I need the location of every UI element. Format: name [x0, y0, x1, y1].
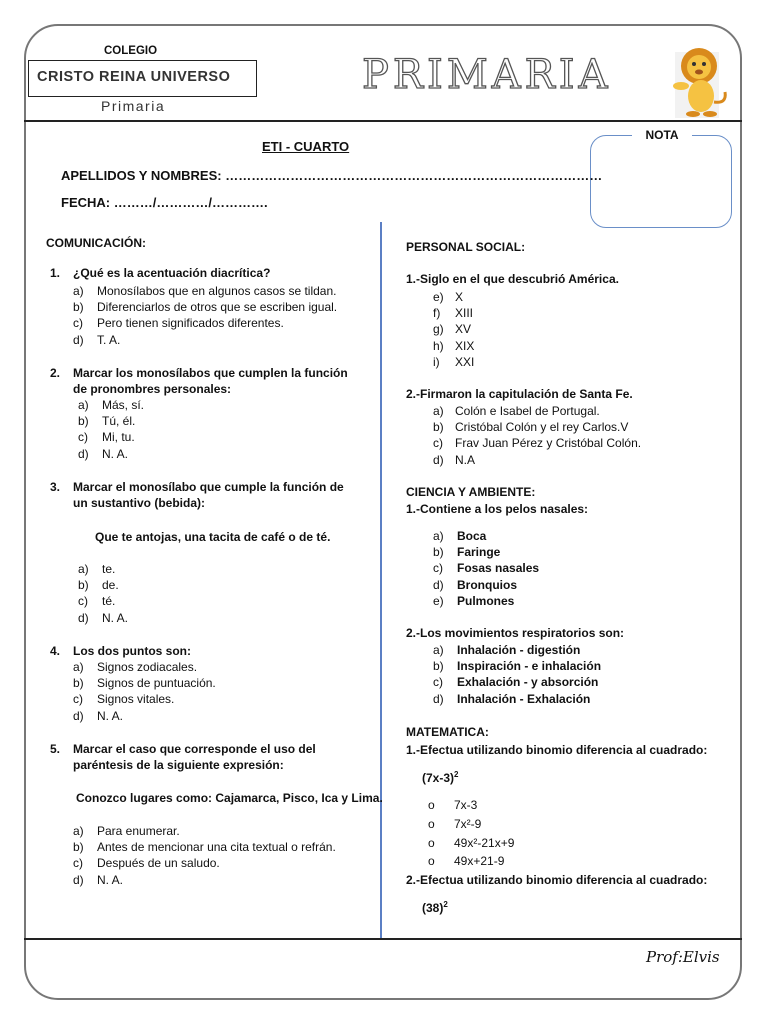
answer-option[interactable]	[433, 578, 517, 592]
option-text: N. A.	[102, 610, 129, 625]
section-personal-social: PERSONAL SOCIAL:	[406, 240, 526, 254]
option-text: Exhalación - y absorción	[457, 675, 599, 690]
answer-option[interactable]	[73, 709, 123, 723]
question-number: 1.	[50, 266, 61, 280]
school-name: CRISTO REINA UNIVERSO	[37, 69, 231, 85]
level-label: Primaria	[101, 98, 166, 114]
option-marker: a)	[78, 398, 89, 412]
answer-option[interactable]	[433, 404, 600, 418]
question-text: de pronombres personales:	[73, 382, 232, 396]
example-sentence: Que te antojas, una tacita de café o de té.	[95, 530, 331, 544]
option-marker: c)	[78, 430, 88, 445]
answer-option[interactable]	[433, 561, 539, 575]
answer-option[interactable]	[73, 824, 180, 838]
option-text: Más, sí.	[102, 398, 145, 412]
question-text: 1.-Siglo en el que descubrió América.	[406, 272, 619, 286]
option-marker: c)	[78, 594, 88, 609]
option-marker: c)	[73, 316, 83, 331]
section-ciencia-ambiente: CIENCIA Y AMBIENTE:	[406, 485, 536, 499]
answer-option[interactable]	[433, 659, 601, 673]
option-text: de.	[102, 578, 119, 593]
question-text: 2.-Efectua utilizando binomio diferencia al cuadrado:	[406, 873, 708, 887]
option-marker: a)	[78, 562, 89, 576]
page-title: PRIMARIA	[362, 52, 612, 98]
option-marker: a)	[433, 643, 444, 657]
option-marker: o	[428, 798, 435, 812]
teacher-signature: Prof:Elvis	[646, 948, 720, 966]
option-marker: d)	[73, 332, 84, 347]
question-text: Los dos puntos son:	[73, 644, 191, 658]
option-text: XIX	[455, 338, 475, 353]
expression-exponent: 2	[443, 900, 448, 909]
option-text: Mi, tu.	[102, 430, 135, 445]
option-text: N. A.	[102, 446, 129, 461]
option-text: Antes de mencionar una cita textual o refrán.	[97, 840, 336, 855]
answer-option[interactable]	[433, 453, 475, 467]
answer-option[interactable]	[73, 284, 337, 298]
option-text: XXI	[455, 354, 475, 369]
option-text: 7x-3	[454, 798, 478, 812]
expression-exponent: 2	[454, 770, 459, 779]
option-marker: a)	[73, 284, 84, 298]
question-text: Marcar el monosílabo que cumple la función de	[73, 480, 344, 494]
question-number: 4.	[50, 644, 61, 658]
option-marker: b)	[78, 578, 89, 593]
option-marker: c)	[73, 692, 83, 707]
option-marker: c)	[433, 436, 443, 451]
option-marker: c)	[73, 856, 83, 871]
answer-option[interactable]	[78, 562, 115, 576]
option-marker: b)	[433, 420, 444, 435]
answer-option[interactable]	[73, 873, 123, 887]
grade-box[interactable]	[590, 135, 732, 228]
option-text: Pero tienen significados diferentes.	[97, 316, 284, 331]
option-text: Signos vitales.	[97, 692, 175, 707]
grade-label: NOTA	[632, 128, 692, 144]
option-marker: o	[428, 835, 435, 850]
section-comunicacion: COMUNICACIÓN:	[46, 236, 146, 250]
answer-option[interactable]	[73, 660, 197, 674]
example-sentence: Conozco lugares como: Cajamarca, Pisco, Ica y Lima.	[76, 791, 383, 805]
answer-option[interactable]	[78, 398, 144, 412]
section-matematica: MATEMATICA:	[406, 725, 489, 739]
option-text: Tú, él.	[102, 414, 136, 429]
answer-option[interactable]	[73, 692, 174, 706]
option-text: N. A.	[97, 708, 124, 723]
option-text: Fosas nasales	[457, 561, 540, 576]
answer-option[interactable]	[433, 643, 580, 657]
option-text: Cristóbal Colón y el rey Carlos.V	[455, 420, 629, 435]
answer-option[interactable]	[433, 545, 500, 559]
answer-option[interactable]	[428, 836, 514, 850]
option-text: Signos zodiacales.	[97, 660, 198, 674]
option-marker: d)	[73, 872, 84, 887]
option-text: Faringe	[457, 545, 501, 560]
option-marker: a)	[433, 529, 444, 543]
option-text: Inhalación - Exhalación	[457, 691, 591, 706]
option-text: té.	[102, 594, 116, 609]
answer-option[interactable]	[433, 322, 471, 336]
option-marker: h)	[433, 338, 444, 353]
name-field[interactable]: APELLIDOS Y NOMBRES: ……………………………………………………………………………	[61, 168, 603, 183]
option-marker: b)	[433, 659, 444, 674]
lion-mascot-icon	[665, 44, 735, 118]
answer-option[interactable]	[428, 817, 481, 831]
option-marker: e)	[433, 290, 444, 304]
option-marker: c)	[433, 675, 443, 690]
question-text: Marcar los monosílabos que cumplen la función	[73, 366, 348, 380]
option-marker: e)	[433, 593, 444, 608]
option-text: Bronquios	[457, 577, 517, 592]
option-text: Frav Juan Pérez y Cristóbal Colón.	[455, 436, 642, 451]
answer-option[interactable]	[433, 290, 463, 304]
answer-option[interactable]	[78, 447, 128, 461]
option-marker: d)	[78, 446, 89, 461]
answer-option[interactable]	[78, 430, 135, 444]
answer-option[interactable]	[428, 798, 477, 812]
option-marker: d)	[433, 452, 444, 467]
option-marker: c)	[433, 561, 443, 576]
question-number: 3.	[50, 480, 61, 494]
option-text: Inhalación - digestión	[457, 643, 581, 657]
option-marker: d)	[433, 577, 444, 592]
option-text: XIII	[455, 306, 474, 321]
option-text: Para enumerar.	[97, 824, 180, 838]
option-marker: o	[428, 854, 435, 869]
option-text: Pulmones	[457, 593, 515, 608]
option-marker: g)	[433, 322, 444, 337]
answer-option[interactable]	[78, 414, 135, 428]
math-expression	[422, 770, 458, 785]
answer-option[interactable]	[433, 420, 628, 434]
exam-title: ETI - CUARTO	[262, 139, 350, 154]
expression-base: (38)	[422, 901, 444, 915]
date-field[interactable]: FECHA: ………/…………/………….	[61, 195, 268, 210]
answer-option[interactable]	[78, 611, 128, 625]
answer-option[interactable]	[433, 594, 514, 608]
option-text: N. A.	[97, 872, 124, 887]
option-text: Monosílabos que en algunos casos se tildan.	[97, 284, 337, 298]
answer-option[interactable]	[433, 339, 474, 353]
option-text: N.A	[455, 452, 476, 467]
option-text: te.	[102, 562, 116, 576]
question-text: Marcar el caso que corresponde el uso del	[73, 742, 316, 756]
answer-option[interactable]	[73, 856, 220, 870]
option-marker: d)	[73, 708, 84, 723]
option-marker: b)	[73, 300, 84, 315]
option-text: 49x²-21x+9	[454, 835, 515, 850]
question-text: 1.-Efectua utilizando binomio diferencia al cuadrado:	[406, 743, 708, 757]
option-text: Colón e Isabel de Portugal.	[455, 404, 600, 418]
option-marker: a)	[73, 824, 84, 838]
question-number: 5.	[50, 742, 61, 756]
answer-option[interactable]	[73, 300, 337, 314]
option-text: Después de un saludo.	[97, 856, 220, 871]
option-text: T. A.	[97, 332, 121, 347]
option-marker: d)	[78, 610, 89, 625]
option-text: 7x²-9	[454, 816, 482, 831]
question-text: 2.-Firmaron la capitulación de Santa Fe.	[406, 387, 633, 401]
answer-option[interactable]	[73, 676, 216, 690]
colegio-label: COLEGIO	[104, 45, 158, 57]
question-text: 1.-Contiene a los pelos nasales:	[406, 502, 589, 516]
question-text: ¿Qué es la acentuación diacrítica?	[73, 266, 271, 280]
option-marker: f)	[433, 306, 441, 321]
footer-divider	[24, 938, 742, 940]
option-marker: b)	[73, 840, 84, 855]
answer-option[interactable]	[433, 436, 641, 450]
answer-option[interactable]	[73, 840, 336, 854]
answer-option[interactable]	[433, 692, 590, 706]
answer-option[interactable]	[73, 316, 284, 330]
answer-option[interactable]	[73, 333, 120, 347]
answer-option[interactable]	[78, 578, 119, 592]
option-text: XV	[455, 322, 472, 337]
option-text: Inspiración - e inhalación	[457, 659, 602, 674]
header-divider	[24, 120, 742, 122]
answer-option[interactable]	[433, 529, 486, 543]
question-number: 2.	[50, 366, 61, 380]
option-marker: i)	[433, 354, 440, 369]
column-divider	[380, 222, 382, 938]
math-expression	[422, 900, 448, 915]
answer-option[interactable]	[433, 306, 473, 320]
question-text: paréntesis de la siguiente expresión:	[73, 758, 284, 772]
question-text: un sustantivo (bebida):	[73, 496, 205, 510]
option-text: 49x+21-9	[454, 854, 505, 869]
answer-option[interactable]	[433, 675, 598, 689]
question-text: 2.-Los movimientos respiratorios son:	[406, 626, 625, 640]
answer-option[interactable]	[428, 854, 504, 868]
option-text: Boca	[457, 529, 487, 543]
option-text: Signos de puntuación.	[97, 676, 216, 691]
option-marker: o	[428, 816, 435, 831]
option-marker: b)	[78, 414, 89, 429]
option-marker: d)	[433, 691, 444, 706]
option-marker: a)	[433, 404, 444, 418]
answer-option[interactable]	[78, 594, 115, 608]
option-text: Diferenciarlos de otros que se escriben igual.	[97, 300, 338, 315]
option-marker: b)	[73, 676, 84, 691]
answer-option[interactable]	[433, 355, 474, 369]
option-marker: b)	[433, 545, 444, 560]
option-marker: a)	[73, 660, 84, 674]
expression-base: (7x-3)	[422, 771, 455, 785]
option-text: X	[455, 290, 464, 304]
